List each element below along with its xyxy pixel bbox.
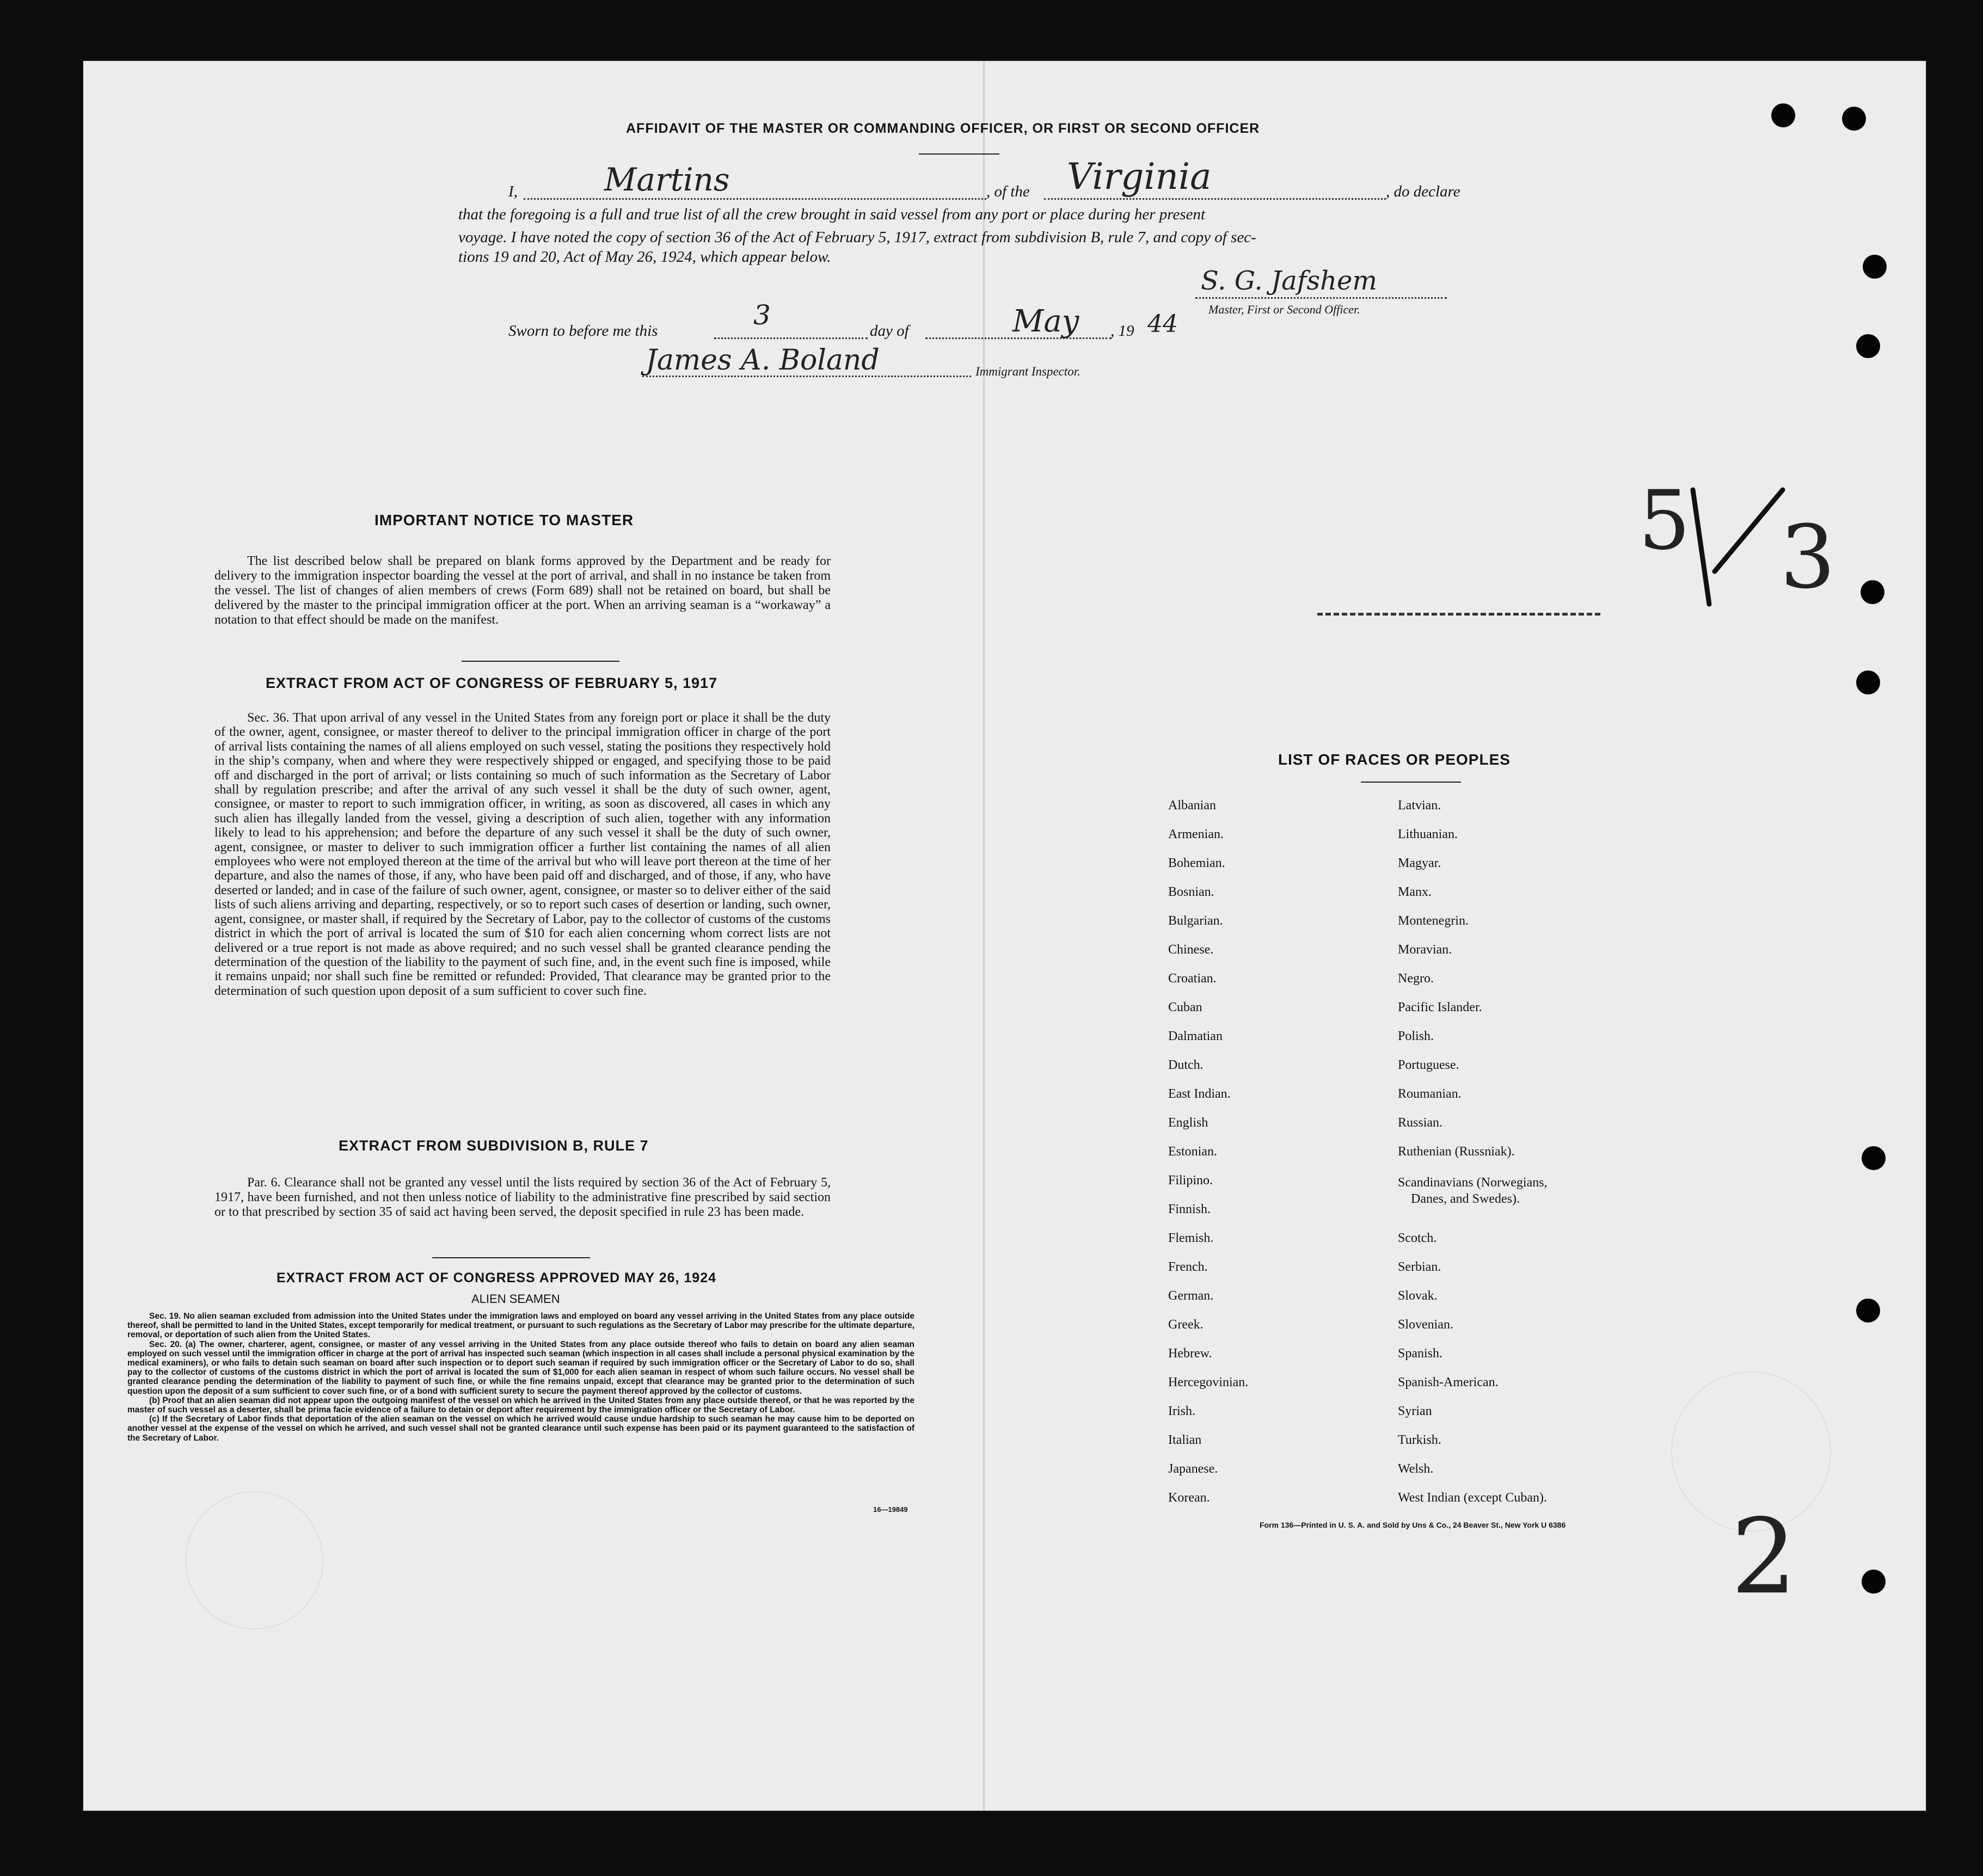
day-line xyxy=(714,337,868,339)
sworn-month: May xyxy=(1012,304,1079,339)
race-item: Bosnian. xyxy=(1168,885,1214,899)
race-item: Lithuanian. xyxy=(1398,827,1458,841)
section-rule xyxy=(462,661,619,662)
notice-title: IMPORTANT NOTICE TO MASTER xyxy=(375,512,634,528)
race-item: Latvian. xyxy=(1398,798,1441,813)
binder-hole xyxy=(1771,103,1795,127)
inspector-signature: James A. Boland xyxy=(646,344,880,377)
master-caption: Master, First or Second Officer. xyxy=(1208,303,1360,316)
handwritten-number: 2 xyxy=(1731,1497,1797,1617)
race-item: Filipino. xyxy=(1168,1173,1213,1188)
extract-1917-title: EXTRACT FROM ACT OF CONGRESS OF FEBRUARY 5, 1917 xyxy=(266,675,718,691)
extract-1924-title: EXTRACT FROM ACT OF CONGRESS APPROVED MAY 26, 1924 xyxy=(277,1270,717,1285)
race-item: Dalmatian xyxy=(1168,1029,1223,1043)
affidavit-of-the: , of the xyxy=(986,183,1030,200)
race-item: Russian. xyxy=(1398,1116,1443,1130)
binder-hole xyxy=(1861,580,1884,604)
race-item: Manx. xyxy=(1398,885,1432,899)
day-of-text: day of xyxy=(870,322,909,340)
race-item: Croatian. xyxy=(1168,971,1217,986)
binder-hole xyxy=(1856,671,1880,694)
handwritten-number: 3 xyxy=(1780,506,1835,608)
form-footer: Form 136—Printed in U. S. A. and Sold by Uns & Co., 24 Beaver St., New York U 6386 xyxy=(1260,1521,1566,1529)
race-item: Bohemian. xyxy=(1168,856,1225,870)
race-item: English xyxy=(1168,1116,1208,1130)
sworn-year: 44 xyxy=(1147,310,1178,338)
race-item: Japanese. xyxy=(1168,1462,1218,1476)
race-item: Estonian. xyxy=(1168,1145,1217,1159)
race-item: East Indian. xyxy=(1168,1087,1231,1101)
race-item: Albanian xyxy=(1168,798,1216,813)
race-item: Cuban xyxy=(1168,1000,1202,1014)
master-name: Martins xyxy=(604,161,730,198)
extract-1917-body: Sec. 36. That upon arrival of any vessel in the United States from any foreign port or place it shall be the duty of the owner, agent, consignee, or master thereof to deliver to the principal immigration officer in charge of the port of arrival lists containing the names of all aliens employed on such vessel, stating the positions they respectively hold in the ship’s company, when and where they were respectively shipped or engaged, and specifying those to be paid off and discharged in the port of arrival; or lists containing so much of such information as the Secretary of Labor shall by regulation prescribe; and after the arrival of any such vessel it shall be the duty of such owner, agent, consignee, or master to report to such immigration officer, in writing, as soon as discovered, all cases in which any such alien has illegally landed from the vessel, giving a description of such alien, together with any information likely to lead to his apprehension; and before the departure of any such vessel it shall be the duty of such owner, agent, consignee, or master to deliver to such immigration officer a further list containing the names of all alien employees who were not employed thereon at the time of the arrival but who will leave port thereon at the time of her departure, and also the names of those, if any, who have been paid off and discharged, and of those, if any, who have deserted or landed; and in case of the failure of such owner, agent, consignee, or master so to deliver either of the said lists of such aliens arriving and departing, respectively, or so to report such cases of desertion or landing, such owner, agent, consignee, or master shall, if required by the Secretary of Labor, pay to the collector of customs of the customs district in which the port of arrival is located the sum of $10 for each alien concerning whom correct lists are not delivered or a true report is not made as above required; and no such vessel shall be granted clearance pending the determination of the question of the liability to the payment of such fine, and, in the event such fine is imposed, while it remains unpaid; nor shall such fine be remitted or refunded: Provided, That clearance may be granted prior to the determination of such question upon deposit of a sum sufficient to cover such fine. xyxy=(214,711,831,998)
race-item: Slovenian. xyxy=(1398,1318,1453,1332)
affidavit-line-4: tions 19 and 20, Act of May 26, 1924, which appear below. xyxy=(458,248,831,266)
name-line xyxy=(524,198,986,200)
race-item: Slovak. xyxy=(1398,1289,1438,1303)
section-20c: (c) If the Secretary of Labor finds that deportation of the alien seaman on the vessel on which he arrived would cause undue hardship to such seaman he may cause him to be deported on another vessel at the expense of the vessel on which he arrived, and such vessel shall not be granted clearance until such expense has been paid or its payment guaranteed to the satisfaction of the Secretary of Labor. xyxy=(127,1414,914,1443)
sworn-text: Sworn to before me this xyxy=(508,322,658,340)
binder-hole xyxy=(1856,334,1880,358)
race-item: Portuguese. xyxy=(1398,1058,1459,1072)
alien-seamen-subtitle: ALIEN SEAMEN xyxy=(471,1292,560,1306)
subdivision-b-body: Par. 6. Clearance shall not be granted any vessel until the lists required by section 36 of the Act of February 5, 1917, have been furnished, and not then unless notice of liability to the administrative fine prescribed by said section or to that prescribed by section 35 of said act having been served, the deposit specified in rule 23 has been made. xyxy=(214,1176,831,1219)
race-item: Scandinavians (Norwegians, xyxy=(1398,1176,1548,1190)
handwritten-slash xyxy=(1682,479,1785,610)
race-item: Flemish. xyxy=(1168,1231,1214,1245)
race-item: Scotch. xyxy=(1398,1231,1437,1245)
races-list-left xyxy=(1168,791,1248,1512)
race-item: Irish. xyxy=(1168,1404,1195,1418)
section-20a: Sec. 20. (a) The owner, charterer, agent, consignee, or master of any vessel arriving in the United States from any place outside thereof who fails to detain on board any alien seaman employed on such vessel until the immigration officer in charge at the port of arrival has inspected such seaman (which inspection in all cases shall include a personal physical examination by the medical examiners), or who fails to detain such seaman on board after such inspection or to deport such seaman if required by such immigration officer or the Secretary of Labor to do so, shall pay to the collector of customs of the customs district in which the port of arrival is located the sum of $1,000 for each alien seaman in respect of whom such failure occurs. No vessel shall be granted clearance pending the determination of the liability to payment of such fine, or while the fine remains unpaid, except that clearance may be granted prior to the determination of such question upon the deposit of a sum sufficient to cover such fine, or of a bond with sufficient surety to secure the payment thereof approved by the collector of customs. xyxy=(127,1339,914,1396)
section-19: Sec. 19. No alien seaman excluded from admission into the United States under the immigration laws and employed on board any vessel arriving in the United States from any place outside thereof, shall be permitted to land in the United States, except temporarily for medical treatment, or pursuant to such regulations as the Secretary of Labor may prescribe for the ultimate departure, removal, or deportation of such alien from the United States. xyxy=(127,1312,914,1340)
affidavit-line-3: voyage. I have noted the copy of section 36 of the Act of February 5, 1917, extract from subdivision B, rule 7, and copy of sec- xyxy=(458,229,1256,246)
race-item: Moravian. xyxy=(1398,943,1452,957)
race-item: Serbian. xyxy=(1398,1260,1441,1274)
race-item: Magyar. xyxy=(1398,856,1441,870)
section-20b: (b) Proof that an alien seaman did not appear upon the outgoing manifest of the vessel on which he arrived in the United States from any place outside thereof, or that he was reported by the master of such vessel as a deserter, shall be prima facie evidence of a failure to detain or deport after requirement by the immigration officer or the Secretary of Labor. xyxy=(127,1395,914,1415)
signature-line xyxy=(1195,297,1447,299)
race-item: Hebrew. xyxy=(1168,1346,1212,1361)
race-item: German. xyxy=(1168,1289,1214,1303)
race-item: Chinese. xyxy=(1168,943,1214,957)
race-item: Negro. xyxy=(1398,971,1434,986)
race-item: Pacific Islander. xyxy=(1398,1000,1482,1014)
race-item: Ruthenian (Russniak). xyxy=(1398,1145,1515,1159)
race-item: Bulgarian. xyxy=(1168,914,1223,928)
race-item: Syrian xyxy=(1398,1404,1432,1418)
race-item: Turkish. xyxy=(1398,1433,1441,1447)
binder-hole xyxy=(1863,255,1887,279)
race-item: West Indian (except Cuban). xyxy=(1398,1491,1547,1505)
affidavit-line-2: that the foregoing is a full and true list of all the crew brought in said vessel from any port or place during her present xyxy=(458,206,1206,223)
section-rule xyxy=(432,1257,590,1258)
affidavit-i: I, xyxy=(508,183,518,200)
race-item: Spanish-American. xyxy=(1398,1375,1499,1389)
extract-1924-body xyxy=(127,1312,914,1443)
races-title: LIST OF RACES OR PEOPLES xyxy=(1278,751,1511,768)
master-signature: S. G. Jafshem xyxy=(1201,266,1377,296)
notice-body: The list described below shall be prepared on blank forms approved by the Department and be ready for delivery to the immigration inspector boarding the vessel at the port of arrival, and shall in no instance be taken from the vessel. The list of changes of alien members of crews (Form 689) shall not be retained on board, but shall be delivered by the master to the principal immigration officer at the port. When an arriving seaman is a “workaway” a notation to that effect should be made on the manifest. xyxy=(214,554,831,627)
race-item: Polish. xyxy=(1398,1029,1434,1043)
race-item: Roumanian. xyxy=(1398,1087,1462,1101)
heading-rule xyxy=(919,153,999,155)
binder-hole xyxy=(1862,1146,1886,1170)
race-item: Finnish. xyxy=(1168,1202,1211,1216)
race-item: Dutch. xyxy=(1168,1058,1204,1072)
binder-hole xyxy=(1862,1570,1886,1594)
race-item: Welsh. xyxy=(1398,1462,1434,1476)
race-item: Spanish. xyxy=(1398,1346,1443,1361)
binder-hole xyxy=(1856,1299,1880,1323)
vessel-name: Virginia xyxy=(1067,156,1212,198)
sworn-day: 3 xyxy=(753,299,771,331)
inspector-caption: Immigrant Inspector. xyxy=(975,365,1080,378)
subdivision-b-title: EXTRACT FROM SUBDIVISION B, RULE 7 xyxy=(339,1137,649,1154)
vessel-line xyxy=(1044,198,1386,200)
race-item: French. xyxy=(1168,1260,1208,1274)
dashed-stroke xyxy=(1317,613,1600,616)
races-rule xyxy=(1361,782,1461,783)
races-list-right xyxy=(1398,791,1548,1512)
race-item: Danes, and Swedes). xyxy=(1411,1192,1520,1206)
page-fold xyxy=(983,61,985,1811)
race-item: Armenian. xyxy=(1168,827,1224,841)
race-item: Korean. xyxy=(1168,1491,1210,1505)
year-printed: , 19 xyxy=(1110,322,1134,340)
race-item: Hercegovinian. xyxy=(1168,1375,1249,1389)
race-item: Italian xyxy=(1168,1433,1202,1447)
binder-hole xyxy=(1842,107,1866,131)
affidavit-heading: AFFIDAVIT OF THE MASTER OR COMMANDING OFFICER, OR FIRST OR SECOND OFFICER xyxy=(626,121,1260,136)
race-item: Montenegrin. xyxy=(1398,914,1469,928)
affidavit-do-declare: , do declare xyxy=(1386,183,1460,200)
race-item: Greek. xyxy=(1168,1318,1204,1332)
print-code: 16—19849 xyxy=(873,1505,908,1514)
handwritten-number: 5 xyxy=(1638,473,1691,568)
embossed-seal xyxy=(185,1491,323,1629)
